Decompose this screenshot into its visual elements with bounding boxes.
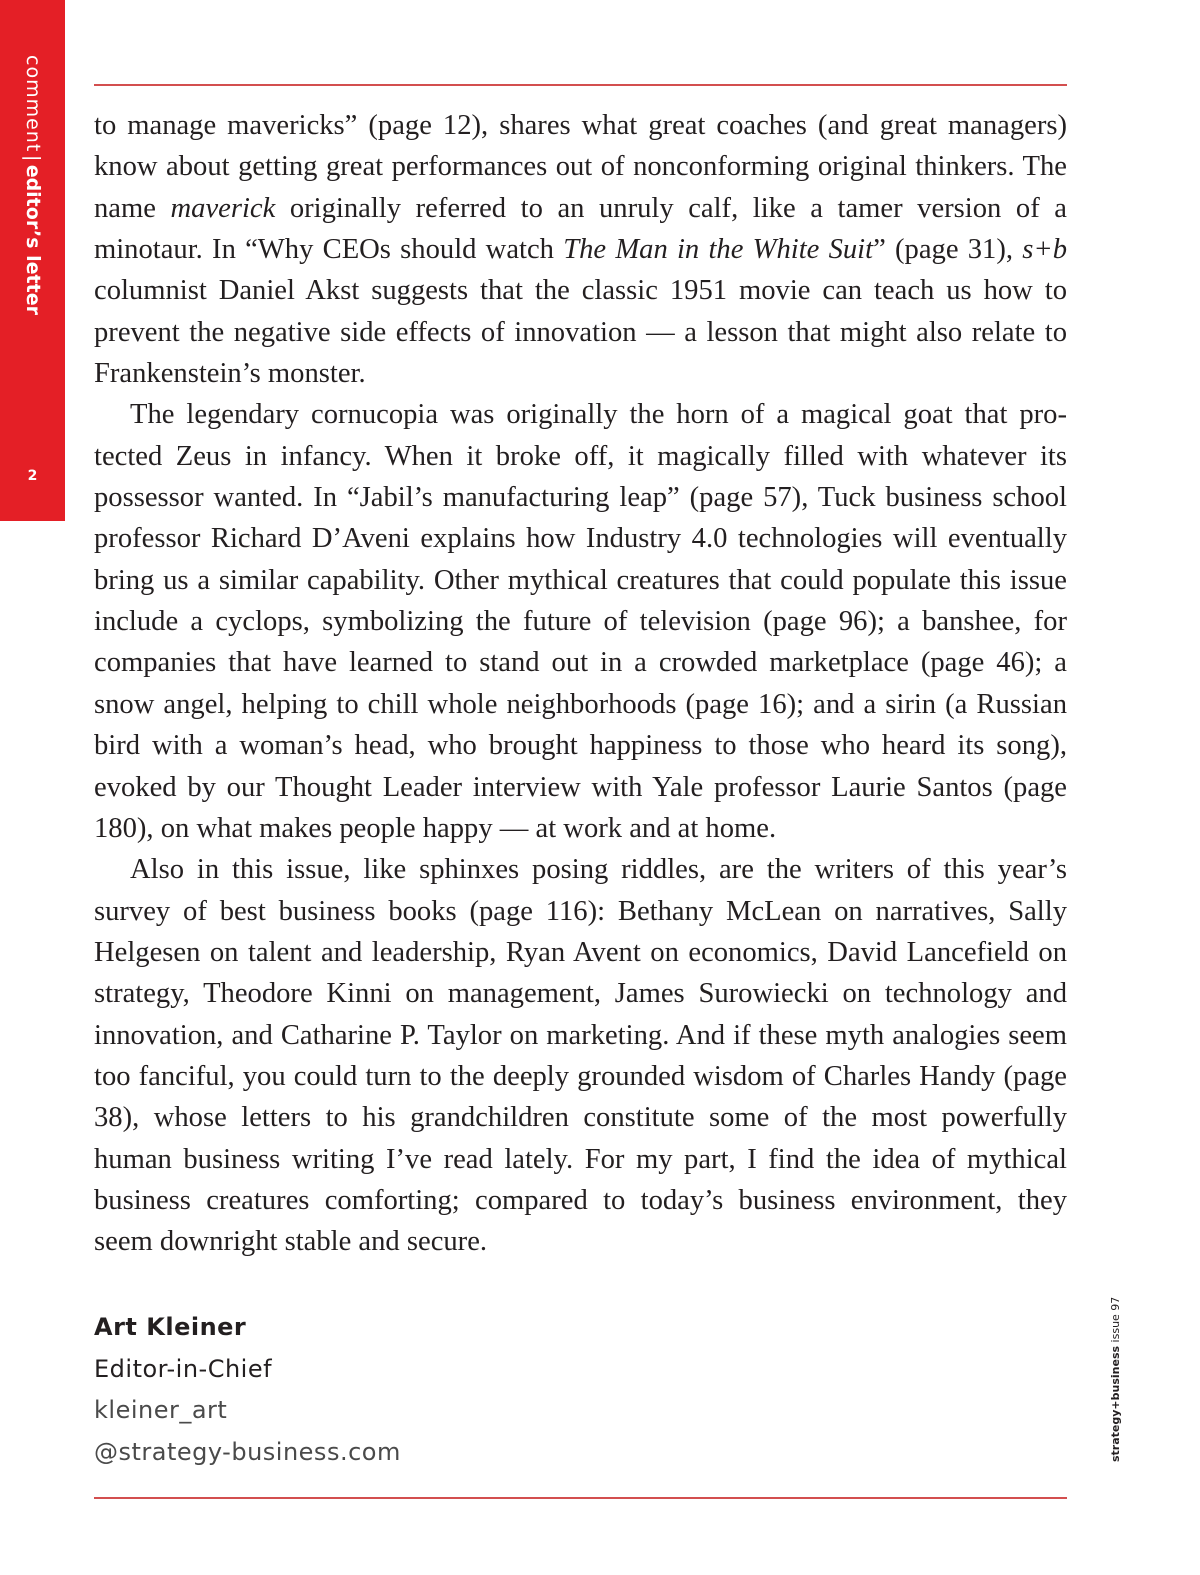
- paragraph-2: The legendary cornucopia was originally the horn of a magical goat that protected Zeus in infancy. When it broke off, it magically filled with whatever its possessor wanted. In “Jabil’s manufacturing leap” (page 57), Tuck business school professor Richard D’Aveni explains how Industry 4.0 technologies will eventually bring us a similar capability. Other mythical creatures that could populate this issue include a cyclops, symbolizing the future of television (page 96); a banshee, for companies that have learned to stand out in a crowded marketplace (page 46); a snow angel, helping to chill whole neighborhoods (page 16); and a sirin (a Russian bird with a woman’s head, who brought happiness to those who heard its song), evoked by our Thought Leader interview with Yale professor Laurie Santos (page 180), on what makes people happy — at work and at home.: [94, 399, 1067, 844]
- article-body: [94, 105, 1067, 1263]
- text-run: ” (page 31),: [873, 234, 1023, 266]
- issue-number: issue 97: [1109, 1296, 1122, 1343]
- author-email-line2: @strategy-business.com: [94, 1437, 401, 1466]
- publication-name: strategy+business: [1109, 1345, 1122, 1462]
- paragraph-1: [94, 105, 1067, 394]
- signature-block: [94, 1307, 401, 1473]
- section-title: editor’s letter: [22, 164, 44, 315]
- page-number: 2: [27, 468, 38, 484]
- author-email-line1: kleiner_art: [94, 1396, 228, 1424]
- italic-run: s+b: [1022, 234, 1067, 266]
- italic-run: The Man in the White Suit: [563, 234, 874, 266]
- top-rule: [94, 84, 1067, 86]
- paragraph-3: Also in this issue, like sphinxes posing riddles, are the writers of this year’s survey of best business books (page 116): Bethany McLean on narratives, Sally Helgesen on talent and leadership, Ryan Avent on economics, David Lancefield on strategy, Theodore Kinni on management, James Surowiecki on technology and innovation, and Catharine P. Taylor on marketing. And if these myth analogies seem too fanciful, you could turn to the deeply grounded wisdom of Charles Handy (page 38), whose letters to his grandchildren constitute some of the most powerfully human business writing I’ve read lately. For my part, I find the idea of mythical business creatures comforting; compared to today’s business environment, they seem downright stable and secure.: [94, 854, 1067, 1258]
- author-role: Editor-in-Chief: [94, 1354, 273, 1383]
- bottom-rule: [94, 1497, 1067, 1499]
- footer-publication: [1106, 1296, 1126, 1462]
- section-divider: |: [22, 155, 44, 162]
- text-run: to manage mavericks” (page 12), shares what great coaches (and great managers) know about getting great performances out of nonconforming original thinkers. The name: [94, 110, 1067, 224]
- section-label: [20, 55, 46, 315]
- author-name: Art Kleiner: [94, 1313, 247, 1341]
- italic-run: maverick: [170, 192, 276, 224]
- section-tab: [0, 0, 65, 521]
- text-run: columnist Daniel Akst suggests that the classic 1951 movie can teach us how to prevent the negative side effects of innovation — a lesson that might also relate to Frankenstein’s monster.: [94, 275, 1067, 390]
- section-name: comment: [22, 55, 44, 153]
- text-run: originally referred to an unruly calf, like a tamer version of a minotaur. In “Why CEOs should watch: [94, 192, 1067, 266]
